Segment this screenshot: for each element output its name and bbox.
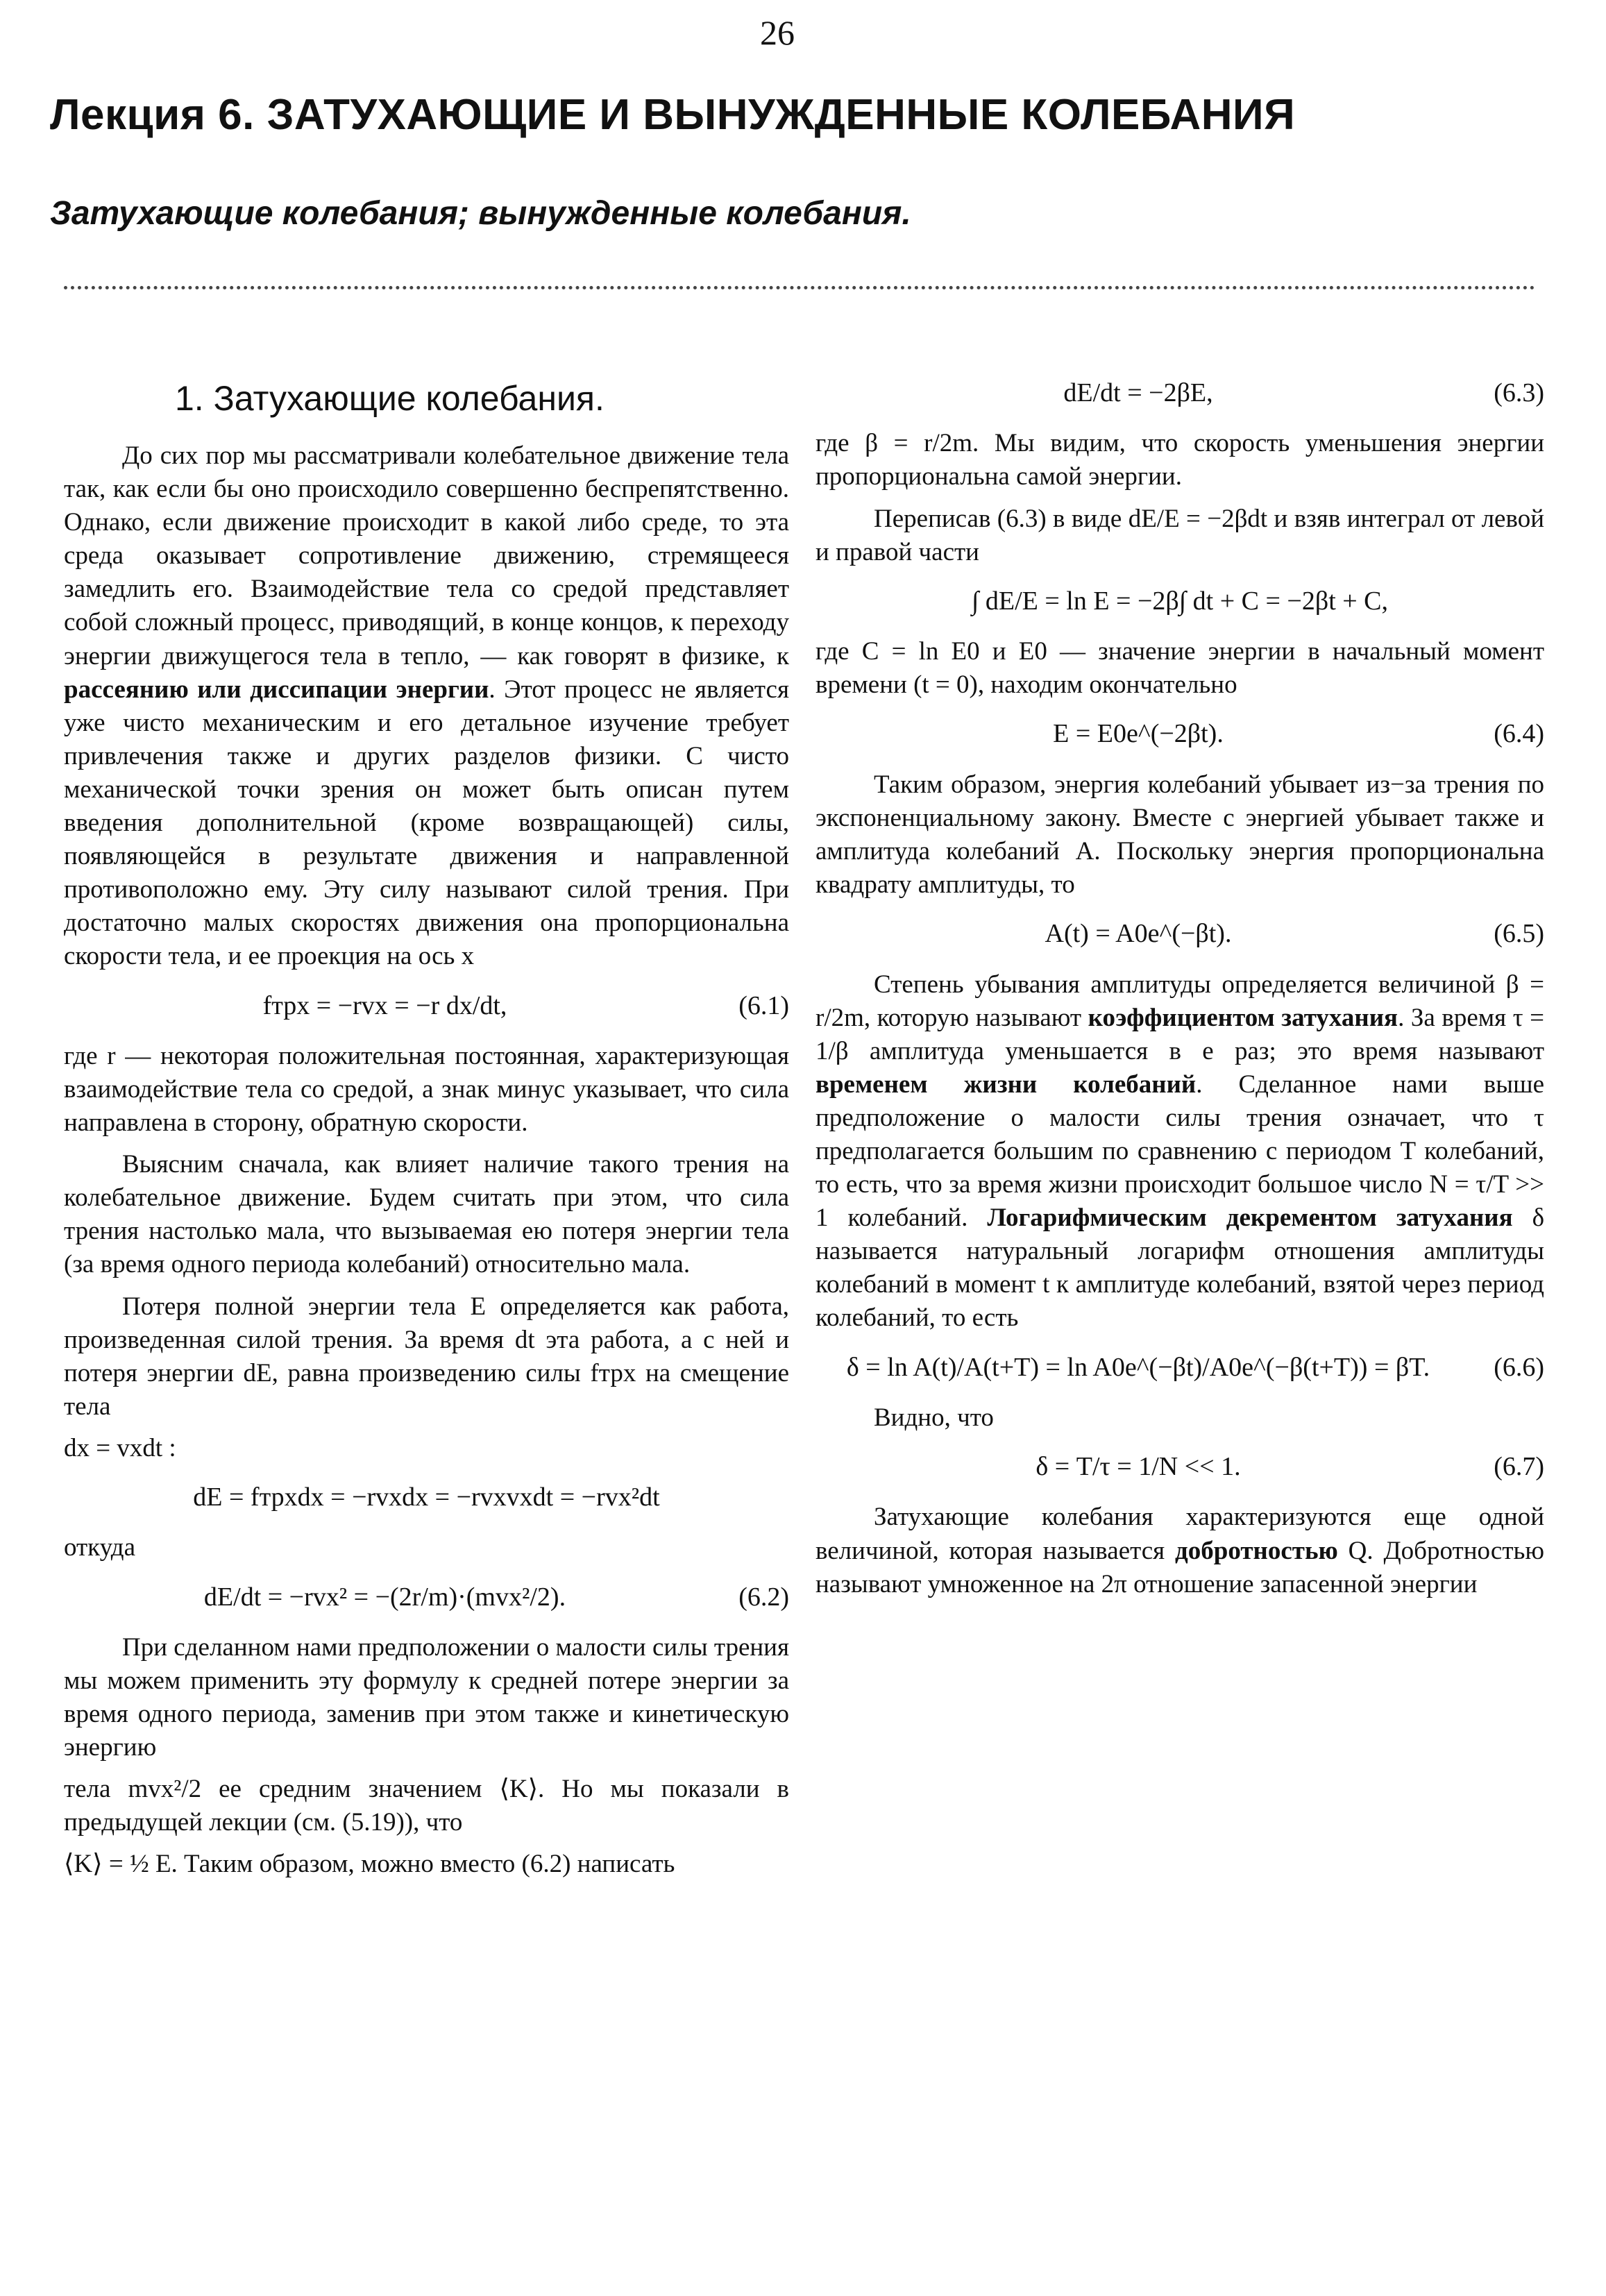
term: временем жизни колебаний (815, 1070, 1197, 1099)
equation-6-7: δ = T/τ = 1/N << 1. (6.7) (1036, 1452, 1544, 1482)
left-column (64, 361, 789, 1890)
lecture-title: Лекция 6. ЗАТУХАЮЩИЕ И ВЫНУЖДЕННЫЕ КОЛЕБАНИЯ (50, 91, 1296, 139)
paragraph: Затухающие колебания характеризуются еще одной величиной, которая называется добротностью Q. Добротностью называют умноженное на 2π отношение запасенной энергии (815, 1503, 1545, 1598)
lecture-subtitle: Затухающие колебания; вынужденные колебания. (50, 195, 911, 232)
term: добротностью (1175, 1536, 1338, 1565)
term: Логарифмическим декрементом затухания (987, 1204, 1513, 1233)
equation-6-4: E = E0e^(−2βt). (6.4) (1053, 719, 1544, 749)
paragraph: Таким образом, энергия колебаний убывает из−за трения по экспоненциальному закону. Вместе с энергией убывает также и амплитуда колебаний A. Поскольку энергия пропорциональна квадрату амплитуды, то (815, 770, 1544, 900)
paragraph: ⟨K⟩ = ½ E. Таким образом, можно вместо (6.2) написать (64, 1850, 675, 1879)
paragraph: откуда (64, 1533, 136, 1562)
paragraph: До сих пор мы рассматривали колебательное движение тела так, как если бы оно происходило совершенно беспрепятственно. Однако, если движение происходит в какой либо среде, то эта среда оказывает сопротивление движению, стремящееся замедлить его. Взаимодействие тела со средой представляет собой сложный процесс, приводящий, в конце концов, к переходу энергии движущегося тела в тепло, — как говорят в физике, к рассеянию или диссипации энергии. Этот процесс не является уже чисто механическим и его детальное изучение требует привлечения также и других разделов физики. С чисто механической точки зрения он может быть описан путем введения дополнительной (кроме возвращающей) силы, появляющейся в результате движения и направленной противоположно ему. Эту силу называют силой трения. При достаточно малых скоростях движения она пропорциональна скорости тела, и ее проекция на ось x (64, 441, 789, 971)
paragraph: Переписав (6.3) в виде dE/E = −2βdt и взяв интеграл от левой и правой части (815, 504, 1544, 566)
equation-6-2: dE/dt = −rvx² = −(2r/m)·(mvx²/2). (6.2) (203, 1582, 789, 1612)
paragraph: dx = vxdt : (64, 1433, 176, 1462)
equation-6-1: fтрx = −rvx = −r dx/dt, (6.1) (262, 990, 789, 1020)
term: коэффициентом затухания (1088, 1003, 1398, 1032)
paragraph: Выясним сначала, как влияет наличие такого трения на колебательное движение. Будем считать при этом, что сила трения настолько мала, что вызываемая ею потеря энергии тела (за время одного периода колебаний) относительно мала. (64, 1150, 789, 1279)
paragraph: где β = r/2m. Мы видим, что скорость уменьшения энергии пропорциональна самой энергии. (815, 429, 1544, 491)
paragraph: Потеря полной энергии тела E определяется как работа, произведенная силой трения. За время dt эта работа, а с ней и потеря энергии dE, равна произведению силы fтрx на смещение тела (64, 1292, 789, 1421)
equation-6-6: δ = ln A(t)/A(t+T) = ln A0e^(−βt)/A0e^(−β(t+T)) = βT. (6.6) (846, 1352, 1544, 1382)
paragraph: тела mvx²/2 ее средним значением ⟨K⟩. Но мы показали в предыдущей лекции (см. (5.19)), что (64, 1775, 789, 1837)
paragraph: При сделанном нами предположении о малости силы трения мы можем применить эту формулу к средней потере энергии за время одного периода, заменив при этом также и кинетическую энергию (64, 1632, 789, 1762)
paragraph: Видно, что (874, 1403, 994, 1432)
equation-6-5: A(t) = A0e^(−βt). (6.5) (1045, 919, 1544, 949)
paragraph: Степень убывания амплитуды определяется величиной β = r/2m, которую называют коэффициентом затухания. За время τ = 1/β амплитуда уменьшается в e раз; это время называют временем жизни колебаний. Сделанное нами выше предположение о малости силы трения означает, что τ предполагается большим по сравнению с периодом T колебаний, то есть, что за время жизни происходит большое число N = τ/T >> 1 колебаний. Логарифмическим декрементом затухания δ называется натуральный логарифм отношения амплитуды колебаний в момент t к амплитуде колебаний, взятой через период колебаний, то есть (815, 970, 1545, 1333)
equation-dE: dE = fтрxdx = −rvxdx = −rvxvxdt = −rvx²dt (193, 1483, 660, 1512)
paragraph: где r — некоторая положительная постоянная, характеризующая взаимодействие тела со средой, а знак минус указывает, что сила направлена в сторону, обратную скорости. (64, 1041, 789, 1138)
equation-integral: ∫ dE/E = ln E = −2β∫ dt + C = −2βt + C, (971, 586, 1389, 616)
page-number: 26 (760, 13, 795, 52)
term: рассеянию или диссипации энергии (64, 675, 489, 704)
section-heading: 1. Затухающие колебания. (175, 379, 605, 418)
paragraph: где C = ln E0 и E0 — значение энергии в начальный момент времени (t = 0), находим окончательно (815, 637, 1544, 700)
equation-6-3: dE/dt = −2βE, (6.3) (1063, 378, 1544, 407)
right-column (815, 361, 1544, 1610)
dotted-divider (64, 286, 1535, 289)
